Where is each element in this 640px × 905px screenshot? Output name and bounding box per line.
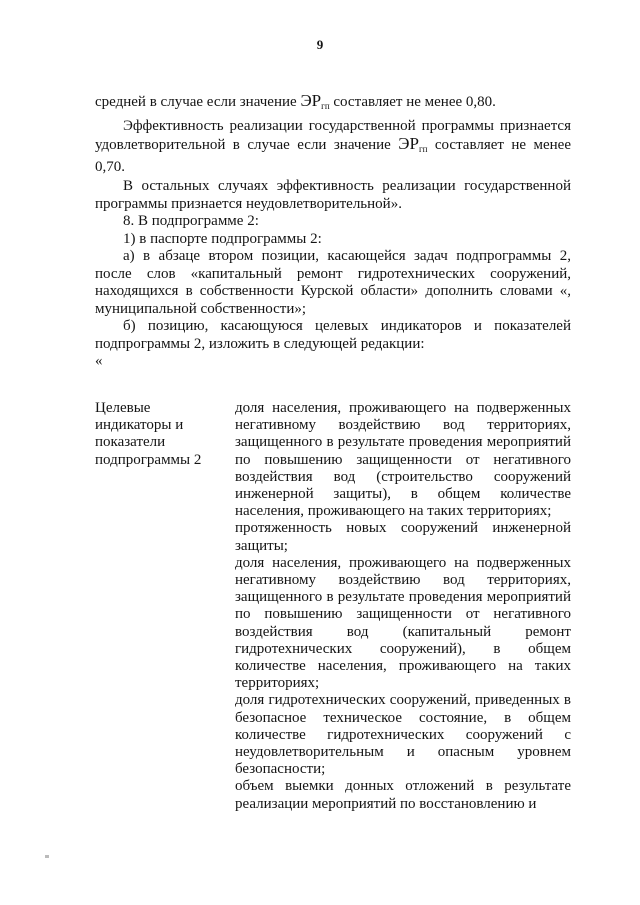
indicator-item: объем выемки донных отложений в результате реализации мероприятий по восстановлению и <box>235 778 571 812</box>
document-body <box>95 92 571 371</box>
paragraph-2: Эффективность реализации государственной программы признается удовлетворительной в случае если значение $ЭР_{гп}$ составляет не менее 0,70. <box>95 117 571 175</box>
indicator-item: доля гидротехнических сооружений, приведенных в безопасное техническое состояние, в общем количестве гидротехнических сооружений с неудовлетворительным и опасным уровнем безопасности; <box>235 692 571 778</box>
indicator-item: доля населения, проживающего на подверженных негативному воздействию вод территориях, защищенного в результате проведения мероприятий по повышению защищенности от негативного воздействия вод (капитальный ремонт гидротехнических сооружений), в общем количестве населения, проживающего на таких территориях; <box>235 554 571 692</box>
paragraph-6: а) в абзаце втором позиции, касающейся задач подпрограммы 2, после слов «капитальный ремонт гидротехнических сооружений, находящихся в собственности Курской области» дополнить словами «, муниципальной собственности»; <box>95 248 571 317</box>
formula-er-gp-2: $ЭР_{гп}$ <box>398 134 428 154</box>
page-number: 9 <box>316 37 324 52</box>
table-content <box>235 400 571 813</box>
table-label: Целевые индикаторы и показатели подпрограммы 2 <box>95 400 202 468</box>
open-quote: « <box>95 353 103 369</box>
paragraph-5: 1) в паспорте подпрограммы 2: <box>123 230 322 247</box>
formula-er-gp: $ЭР_{гп}$ <box>300 91 330 111</box>
indicator-item: протяженность новых сооружений инженерной защиты; <box>235 520 571 554</box>
paragraph-3: В остальных случаях эффективность реализации государственной программы признается неудовлетворительной». <box>95 178 571 212</box>
indicator-item: доля населения, проживающего на подверженных негативному воздействию вод территориях, защищенного в результате проведения мероприятий по повышению защищенности от негативного воздействия вод (строительство сооружений инженерной защиты), в общем количестве населения, проживающего на таких территориях; <box>235 400 571 520</box>
paragraph-7: б) позицию, касающуюся целевых индикаторов и показателей подпрограммы 2, изложить в следующей редакции: <box>95 318 571 352</box>
paragraph-1: средней в случае если значение $ЭР_{гп}$ составляет не менее 0,80. <box>95 91 496 111</box>
paragraph-4: 8. В подпрограмме 2: <box>123 213 259 229</box>
scan-mark <box>45 855 49 858</box>
